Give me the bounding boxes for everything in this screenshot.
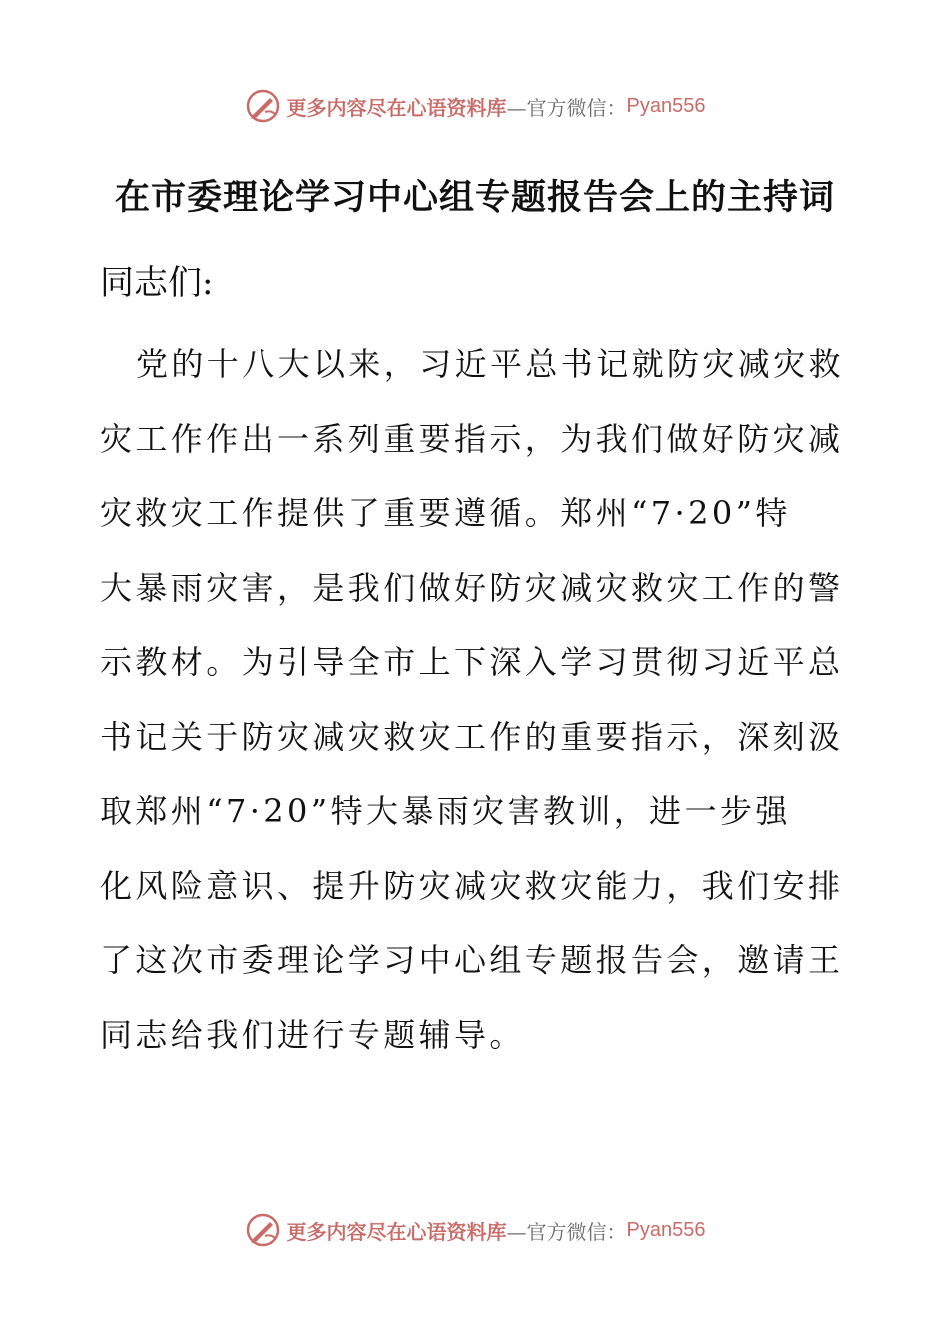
body-line: 灾工作作出一系列重要指示，为我们做好防灾减 xyxy=(100,419,844,458)
pen-logo-icon xyxy=(245,88,281,124)
document-title: 在市委理论学习中心组专题报告会上的主持词 xyxy=(114,177,835,218)
body-line: 书记关于防灾减灾救灾工作的重要指示，深刻汲 xyxy=(100,717,844,756)
banner-main-text: 更多内容尽在心语资料库 xyxy=(286,95,507,120)
banner-sub-text: —官方微信： xyxy=(506,1219,627,1244)
banner-brand-text: Pyan556 xyxy=(626,1218,706,1241)
body-line: 同志给我们进行专题辅导。 xyxy=(100,1015,525,1054)
body-line: 化风险意识、提升防灾减灾救灾能力，我们安排 xyxy=(100,866,844,905)
body-line: 了这次市委理论学习中心组专题报告会，邀请王 xyxy=(100,941,844,979)
body-line: 取郑州“7·20”特大暴雨灾害教训，进一步强 xyxy=(100,792,791,830)
body-line: 党的十八大以来，习近平总书记就防灾减灾救 xyxy=(136,345,845,383)
body-line: 灾救灾工作提供了重要遵循。郑州“7·20”特 xyxy=(100,494,791,532)
body-line: 大暴雨灾害，是我们做好防灾减灾救灾工作的警 xyxy=(100,568,844,607)
body-line: 示教材。为引导全市上下深入学习贯彻习近平总 xyxy=(100,643,844,681)
banner-sub-text: —官方微信： xyxy=(506,95,627,120)
greeting: 同志们: xyxy=(100,263,214,303)
banner-main-text: 更多内容尽在心语资料库 xyxy=(286,1219,507,1244)
pen-logo-icon xyxy=(245,1212,281,1248)
body-paragraph xyxy=(100,327,850,1072)
footer-banner xyxy=(0,1210,950,1250)
banner-brand-text: Pyan556 xyxy=(626,94,706,117)
header-banner xyxy=(0,86,950,126)
